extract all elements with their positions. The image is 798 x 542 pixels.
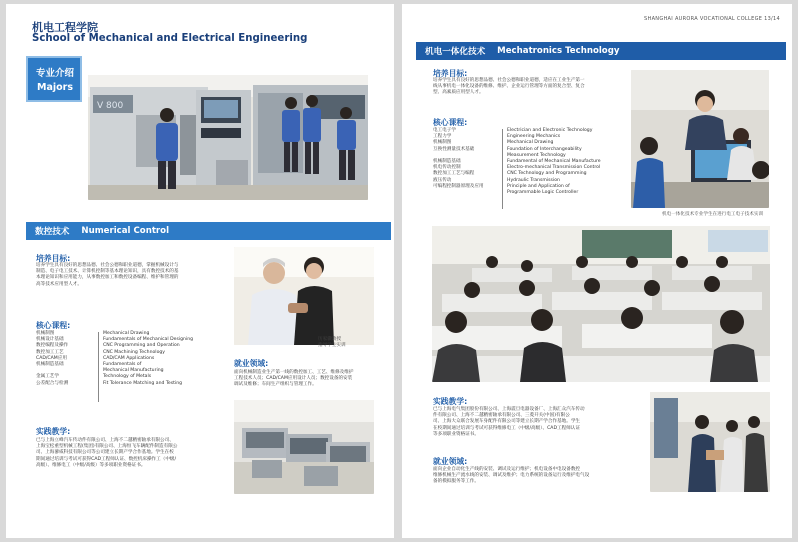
mech-banner [416, 42, 786, 60]
practice-line: 等多项职业资格证书。 [433, 431, 479, 437]
nc-goal-line: 培养学生具有良好的思想品德、社会公德和职业道德，掌握机械设计与 [36, 263, 179, 268]
practice-line: 司、上海大众联合发展车身配件有限公司等建立长期产学合作基地。学生 [433, 419, 581, 425]
page-header: SHANGHAI AURORA VOCATIONAL COLLEGE 13/14 [644, 16, 780, 22]
course-en: Measurement Technology [507, 152, 566, 158]
course-cn: 工程力学 [433, 134, 452, 140]
left-page [6, 4, 394, 538]
course-en: Electrician and Electronic Technology [507, 128, 593, 133]
course-cn: 机电传动控制 [433, 165, 461, 171]
course-cn: 机械设计基础 [36, 337, 64, 343]
professor-caption-2: 指导学生实训 [318, 343, 346, 348]
course-en: Technology of Metals [103, 374, 152, 380]
right-page [402, 4, 792, 538]
employ-line: 调试及维修；车间生产组织与管理工作。 [234, 382, 317, 388]
nc-employ-title: 就业领域: [234, 359, 269, 368]
course-cn: 金属工艺学 [36, 374, 59, 380]
course-en: Mechanical Drawing [103, 331, 150, 336]
professor-caption-1: 历家骥教授 [318, 337, 341, 342]
svg-text:V 800: V 800 [97, 101, 124, 111]
nc-goal-line: 本理论知识和应用能力，从事数控加工和数控设备编程、维护和管理的 [36, 275, 179, 281]
course-en: Fundamentals of [103, 362, 142, 368]
school-title-cn: 机电工程学院 [32, 21, 98, 34]
mech-practice-text [433, 407, 638, 438]
nc-goal-line: 高等技术应用型人才。 [36, 281, 82, 287]
practice-line: 已与上海立峰汽车传动件有限公司、上海不二越精密轴承有限公司、 [36, 438, 174, 443]
course-en: Foundation of Interchangeability [507, 146, 582, 152]
course-cn: 机械制造基础 [433, 159, 461, 164]
employ-line: 工程技术人员；CAD/CAM应用设计人员；数控设备的安装 [234, 376, 353, 382]
nc-banner [26, 222, 391, 240]
practice-line: 高级）、维修电工（中级/高级）等多项职业资格证书。 [36, 462, 146, 468]
course-cn: 机械制图 [36, 331, 55, 336]
teaching-demo-photo [650, 392, 770, 492]
nc-courses-cn [36, 331, 68, 387]
practice-line: 期间通过培训与考试可获得CAD工程师认证、数控机床操作工（中级/ [36, 456, 177, 462]
majors-badge [26, 56, 82, 102]
course-cn: 数控加工工艺与编程 [433, 171, 475, 177]
course-cn: 公差配合与检测 [36, 380, 69, 386]
nc-practice-title: 实践教学: [36, 427, 71, 436]
course-en: CNC Technology and Programming [507, 171, 587, 177]
course-cn: 数控编程及操作 [36, 343, 69, 349]
course-en: Programmable Logic Controller [507, 190, 579, 196]
electronics-lab-photo [631, 70, 769, 208]
nc-employ-text [234, 370, 384, 389]
mech-employ-title: 就业领域: [433, 457, 468, 466]
mech-courses-en [507, 128, 601, 196]
practice-line: 在校期间通过培训与考试可获得维修电工（中级/高级）、CAD工程师认证 [433, 425, 580, 431]
course-divider [502, 129, 503, 209]
mech-employ-text [433, 467, 638, 486]
mech-banner-cn: 机电一体化技术 [425, 47, 486, 57]
nc-banner-en: Numerical Control [81, 226, 170, 236]
course-cn: 电工电子学 [433, 128, 456, 133]
course-en: Fundamental of Mechanical Manufacture [507, 159, 601, 165]
practice-line: 司、上海蓼威科技有限公司等公司建立长期产学合作基地。学生在校 [36, 450, 174, 456]
classroom-photo [432, 226, 770, 382]
majors-cn: 专业介绍 [36, 68, 75, 79]
course-cn: 液压传动 [433, 177, 452, 183]
mech-goal-title: 培养目标: [433, 69, 468, 78]
nc-courses-en [103, 331, 193, 387]
nc-practice-text [36, 438, 226, 469]
mech-practice-title: 实践教学: [433, 397, 468, 406]
machines-photo [234, 400, 374, 494]
course-en: CNC Machining Technology [103, 349, 166, 355]
mech-goal-line: 培养学生具有良好的思想品德、社会公德和职业道德，适应在工业生产第一 [433, 78, 585, 83]
cnc-workshop-photo [88, 75, 368, 200]
course-en: CAD/CAM Applications [103, 355, 155, 361]
mech-core-title: 核心课程: [433, 118, 468, 127]
course-en: Mechanical Manufacturing [103, 368, 164, 374]
lab-photo-caption: 机电一体化技术专业学生在进行电工电子技术实训 [662, 212, 764, 217]
course-cn: CAD/CAM应用 [36, 355, 67, 361]
majors-en: Majors [37, 82, 73, 93]
employ-line: 面向企业自动化生产线的安装、调试及运行维护；机电设备中电设备数控 [433, 467, 581, 472]
course-en: Principle and Application of [507, 183, 570, 189]
course-en: Mechanical Drawing [507, 140, 554, 146]
employ-line: 面向机械制造业生产第一线的数控加工、工艺、维修及维护 [234, 370, 354, 375]
nc-banner-cn: 数控技术 [35, 227, 70, 237]
course-cn: 数控加工工艺 [36, 349, 64, 355]
nc-core-title: 核心课程: [36, 321, 71, 330]
school-title-en: School of Mechanical and Electrical Engineering [32, 33, 308, 44]
practice-line: 上海宝松重型机械工程(集团)有限公司、上海恒飞车辆配件制造有限公 [36, 444, 178, 450]
course-en: Fit Tolerance Matching and Testing [103, 380, 183, 386]
mech-courses-cn [433, 128, 484, 190]
course-cn: 机械制图 [433, 140, 452, 146]
mech-banner-en: Mechatronics Technology [497, 46, 620, 56]
course-divider [98, 332, 99, 402]
course-cn: 机械制造基础 [36, 362, 64, 368]
course-en: Engineering Mechanics [507, 134, 561, 140]
mech-goal-line: 型、高素质应用型人才。 [433, 90, 484, 96]
mech-goal-text [433, 78, 633, 97]
employ-line: 备的模拟服务等工作。 [433, 479, 479, 485]
employ-line: 维修机械生产流水线的安装、调试及维护；电力系统的设备运行及维护电气设 [433, 473, 590, 479]
nc-goal-title: 培养目标: [36, 254, 71, 263]
course-en: Electro-mechanical Transmission Control [507, 165, 601, 171]
course-cn: 互换性测量技术基础 [433, 146, 475, 152]
nc-goal-text [36, 263, 226, 288]
nc-goal-line: 制造、电子电工技术、计算机控制等基本理论知识，具有数控技术的基 [36, 269, 179, 275]
practice-line: 件有限公司、上海不二越精密轴承有限公司、三菱开关(中国)有限公 [433, 413, 570, 419]
course-cn: 可编程控制器原理及应用 [433, 183, 484, 189]
course-en: Fundamentals of Mechanical Designing [103, 337, 194, 343]
course-en: CNC Programming and Operation [103, 343, 180, 349]
course-en: Hydraulic Transmission [507, 177, 560, 183]
professor-photo [234, 247, 374, 345]
mech-goal-line: 线从事机电一体化设备的维修、维护、企业运行管理等方面的复合型、复合 [433, 84, 585, 90]
practice-line: 已与上海电气集团股份有限公司、上海震旦电器设备厂、上海汇众汽车传动 [433, 407, 585, 412]
